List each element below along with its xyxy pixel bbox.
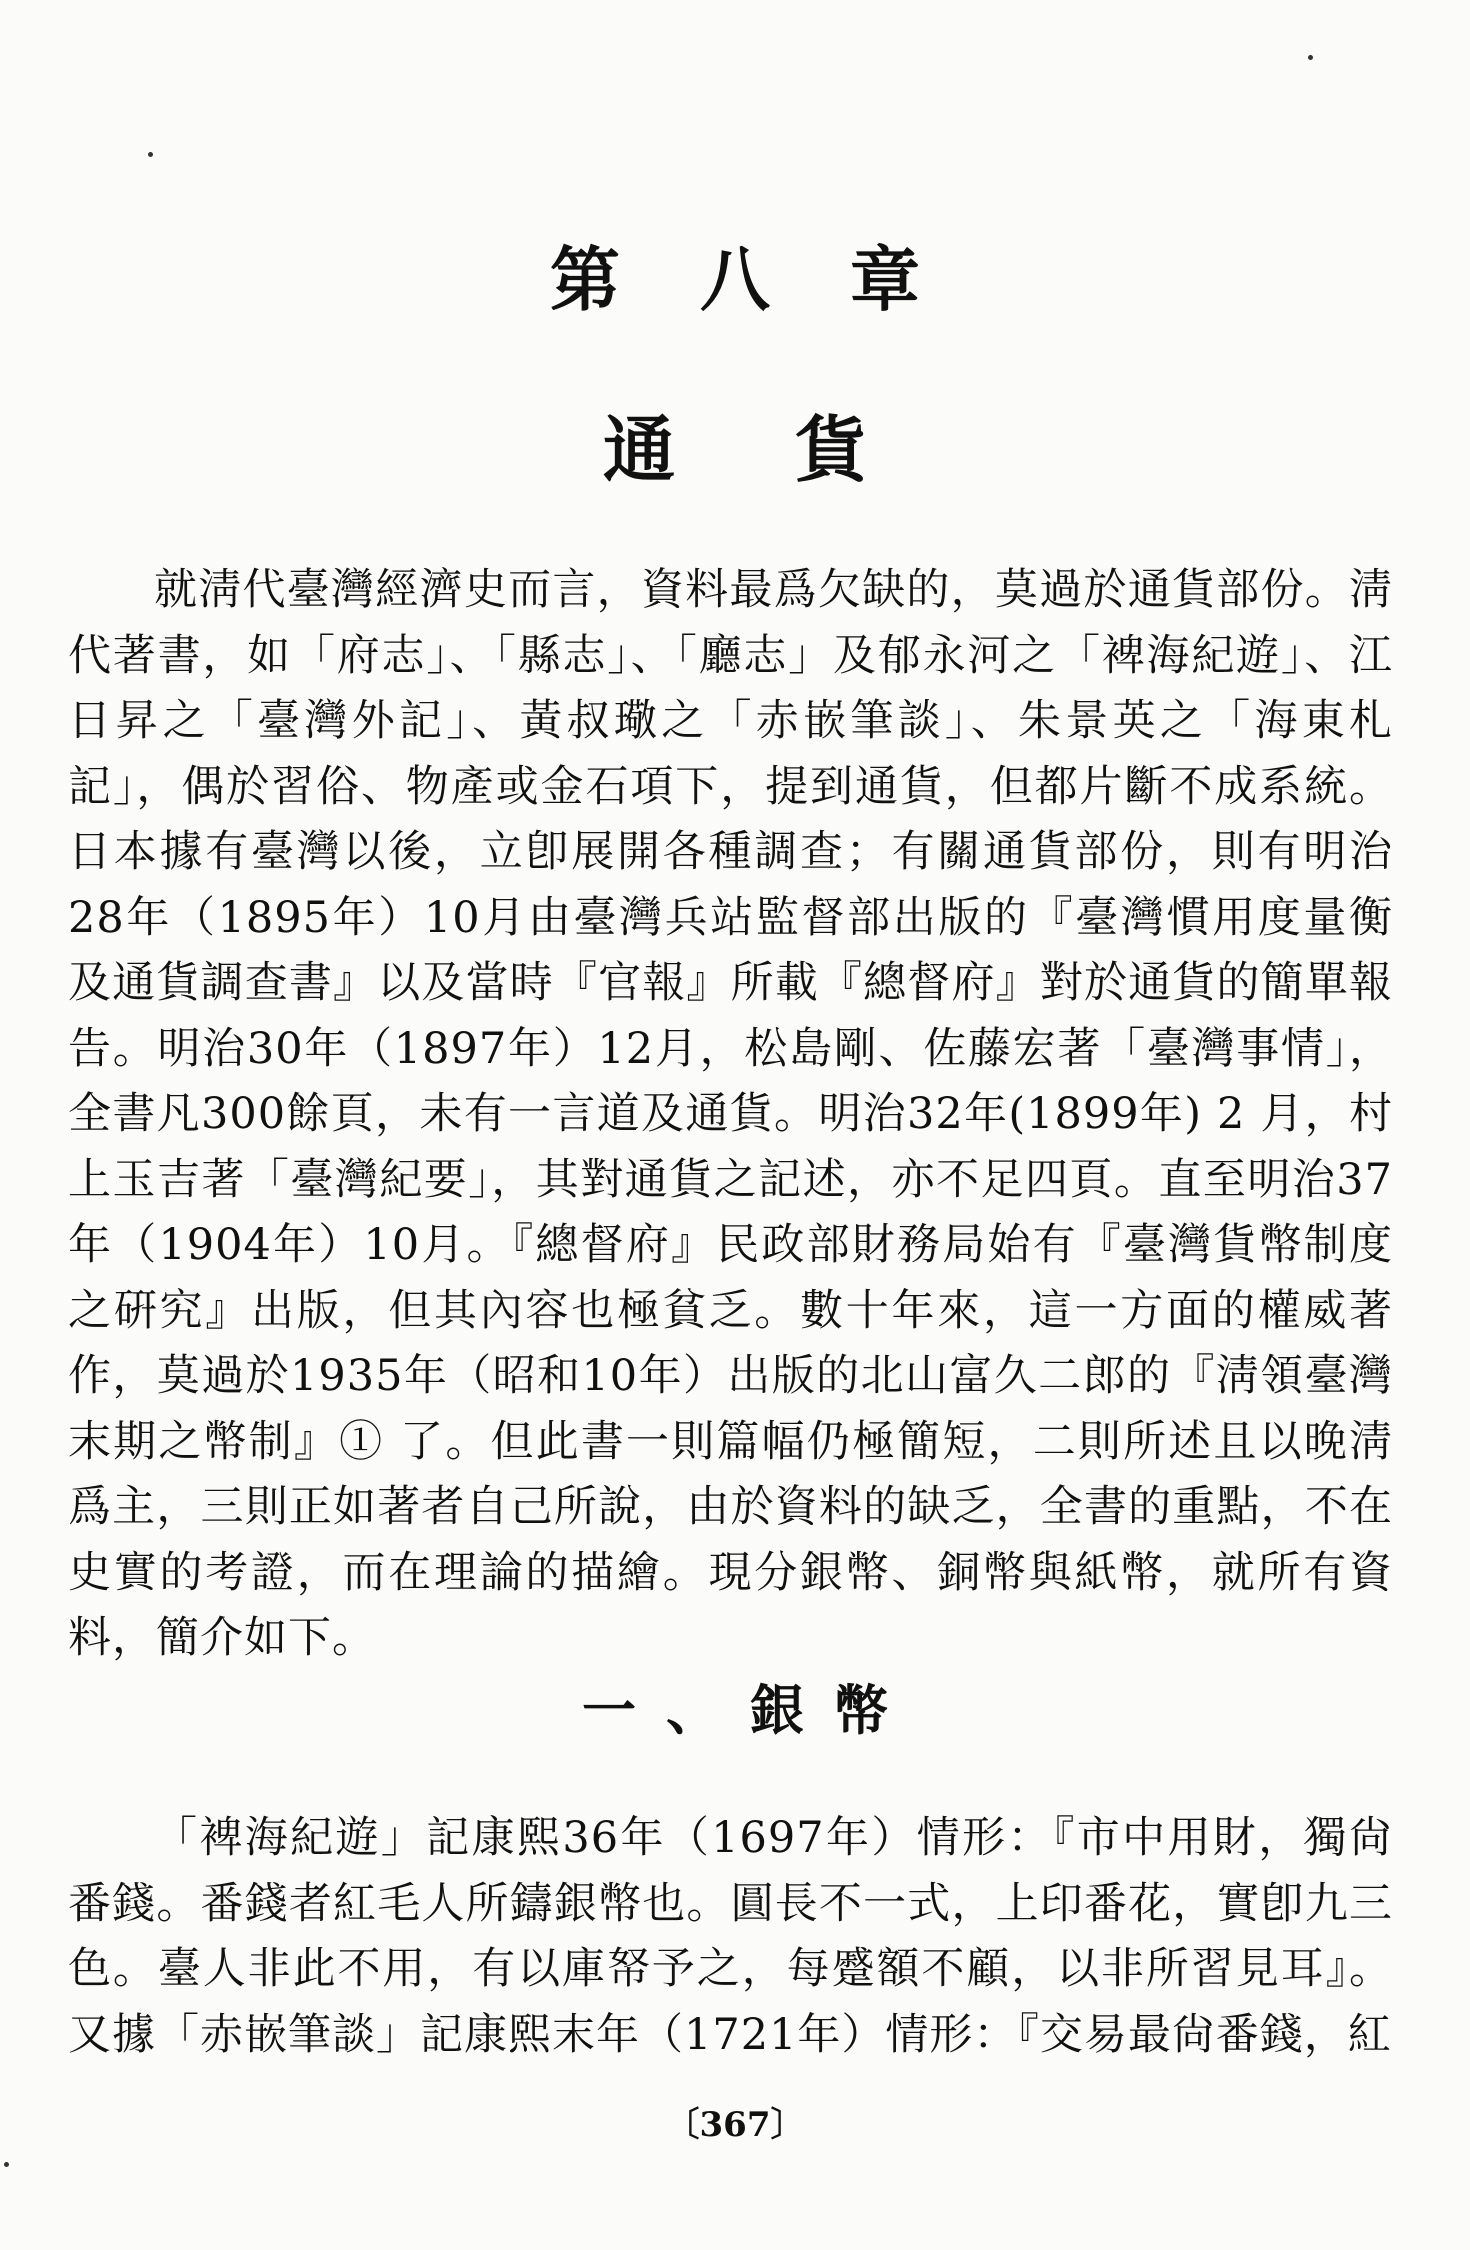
subsection-heading: 一、銀幣 — [582, 1678, 918, 1742]
page-number: 〔367〕 — [665, 2105, 805, 2145]
body-paragraph-intro: 就淸代臺灣經濟史而言，資料最爲欠缺的，莫過於通貨部份。淸代著書，如「府志」、「縣志」、「廳志」及郁永河之「裨海紀遊」、江日昇之「臺灣外記」、黃叔璥之「赤嵌筆談」、朱景英之「海東札記」，偶於習俗、物產或金石項下，提到通貨，但都片斷不成系統。日本據有臺灣以後，立卽展開各種調查；有關通貨部份，則有明治28年（1895年）10月由臺灣兵站監督部出版的『臺灣慣用度量衡及通貨調查書』以及當時『官報』所載『總督府』對於通貨的簡單報告。明治30年（1897年）12月，松島剛、佐藤宏著「臺灣事情」，全書凡300餘頁，未有一言道及通貨。明治32年(1899年) 2 月，村上玉吉著「臺灣紀要」，其對通貨之記述，亦不足四頁。直至明治37年（1904年）10月。『總督府』民政部財務局始有『臺灣貨幣制度之硏究』出版，但其內容也極貧乏。數十年來，這一方面的權威著作，莫過於1935年（昭和10年）出版的北山富久二郎的『淸領臺灣末期之幣制』① 了。但此書一則篇幅仍極簡短，二則所述且以晚淸爲主，三則正如著者自己所說，由於資料的缺乏，全書的重點，不在史實的考證，而在理論的描繪。現分銀幣、銅幣與紙幣，就所有資料，簡介如下。 — [68, 565, 1393, 1663]
scan-speck — [4, 2162, 9, 2167]
chapter-title: 第八章 — [550, 238, 1000, 321]
body-paragraph-silver: 「裨海紀遊」記康熙36年（1697年）情形：『市中用財，獨尙番錢。番錢者紅毛人所鑄銀幣也。圓長不一式，上印番花，實卽九三色。臺人非此不用，有以庫帑予之，每蹙額不顧，以非所習見耳』。又據「赤嵌筆談」記康熙末年（1721年）情形：『交易最尙番錢，紅 — [68, 1813, 1393, 2060]
scan-speck — [148, 152, 153, 157]
section-title: 通貨 — [602, 407, 987, 492]
scan-speck — [1308, 55, 1313, 60]
